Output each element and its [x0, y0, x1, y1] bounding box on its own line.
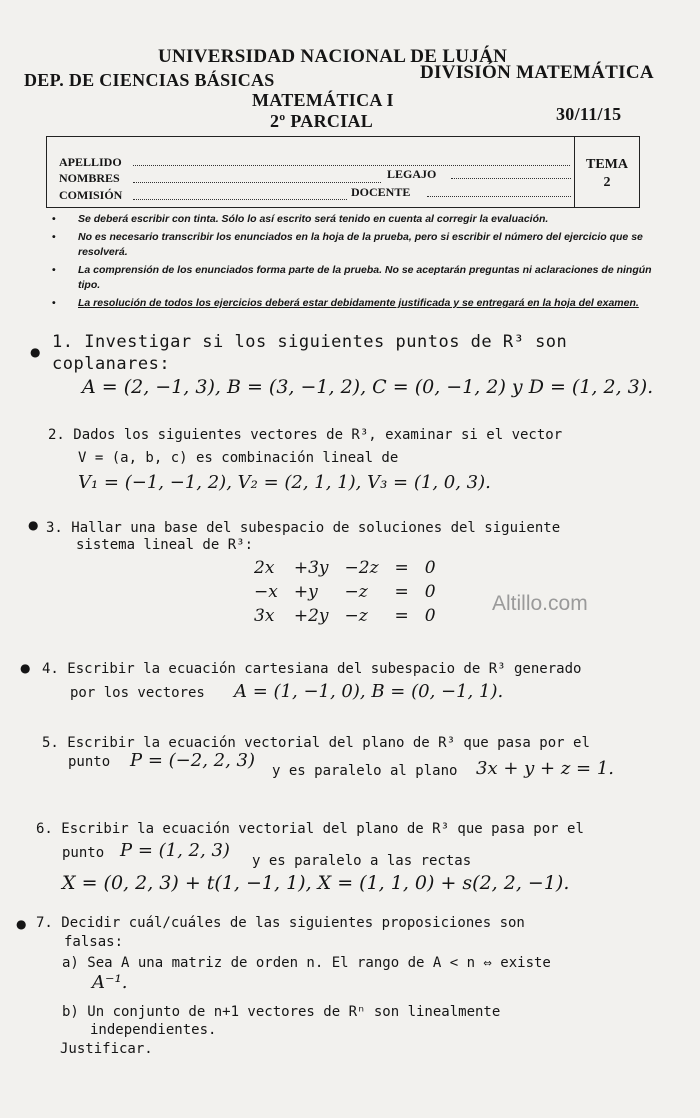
instruction-item: • Se deberá escribir con tinta. Sólo lo así escrito será tenido en cuenta al corregir la evaluación.: [50, 212, 675, 227]
margin-dot: ●: [30, 345, 41, 359]
system-row: 3x +2y −z = 0: [254, 606, 436, 626]
question-6-lines: X = (0, 2, 3) + t(1, −1, 1), X = (1, 1, 0) + s(2, 2, −1).: [62, 872, 570, 894]
instruction-item: • La resolución de todos los ejercicios deberá estar debidamente justificada y se entregará en la hoja del examen.: [50, 296, 675, 311]
system-row: 2x +3y −2z = 0: [254, 558, 436, 578]
question-5-text: 5. Escribir la ecuación vectorial del plano de R³ que pasa por el: [42, 735, 590, 751]
question-7-part-b: b) Un conjunto de n+1 vectores de Rⁿ son linealmente: [62, 1004, 501, 1020]
question-7-part-a: a) Sea A una matriz de orden n. El rango de A < n ⇔ existe: [62, 955, 551, 971]
tema-label: TEMA: [586, 157, 628, 172]
tema-value: 2: [603, 175, 611, 190]
legajo-field[interactable]: [451, 178, 571, 179]
comision-field[interactable]: [133, 199, 347, 200]
exam-date: 30/11/15: [556, 104, 622, 124]
question-2-vectors: V₁ = (−1, −1, 2), V₂ = (2, 1, 1), V₃ = (1, 0, 3).: [78, 472, 491, 493]
question-7-justify: Justificar.: [60, 1041, 153, 1057]
department-label: DEP. DE CIENCIAS BÁSICAS: [24, 70, 275, 90]
question-3-text-2: sistema lineal de R³:: [76, 537, 254, 553]
system-row: −x +y −z = 0: [254, 582, 436, 602]
division-label: DIVISIÓN MATEMÁTICA: [420, 62, 654, 83]
question-4-vectors: A = (1, −1, 0), B = (0, −1, 1).: [234, 681, 504, 702]
nombres-label: NOMBRES: [59, 171, 120, 185]
student-info-box: [46, 136, 640, 208]
question-7-text: 7. Decidir cuál/cuáles de las siguientes proposiciones son: [36, 915, 525, 931]
question-7-part-b-2: independientes.: [90, 1022, 217, 1038]
legajo-label: LEGAJO: [387, 167, 437, 181]
question-2-text: 2. Dados los siguientes vectores de R³, examinar si el vector: [48, 427, 563, 443]
question-6-text-3: y es paralelo a las rectas: [252, 853, 472, 869]
university-title: UNIVERSIDAD NACIONAL DE LUJÁN: [158, 46, 508, 67]
margin-dot: ●: [20, 661, 31, 675]
box-divider: [574, 137, 575, 207]
question-5-text-2: punto: [68, 754, 111, 770]
question-5-plane: 3x + y + z = 1.: [476, 758, 615, 779]
question-7-text-2: falsas:: [64, 934, 124, 950]
comision-label: COMISIÓN: [59, 188, 123, 202]
margin-dot: ●: [28, 518, 39, 532]
instruction-item: • No es necesario transcribir los enunciados en la hoja de la prueba, pero si escribir el número del ejercicio que se resolverá.: [50, 230, 675, 260]
subject-title: MATEMÁTICA I: [252, 90, 394, 110]
question-5-point: P = (−2, 2, 3): [130, 750, 256, 771]
nombres-field[interactable]: [133, 182, 381, 183]
question-6-text: 6. Escribir la ecuación vectorial del plano de R³ que pasa por el: [36, 821, 584, 837]
question-5-text-3: y es paralelo al plano: [272, 763, 458, 779]
question-6-point: P = (1, 2, 3): [120, 840, 230, 861]
apellido-label: APELLIDO: [59, 155, 122, 169]
docente-field[interactable]: [427, 196, 571, 197]
question-1-text: 1. Investigar si los siguientes puntos de R³ son coplanares:: [52, 332, 568, 374]
question-6-text-2: punto: [62, 845, 105, 861]
margin-dot: ●: [16, 917, 27, 931]
question-4-text-2: por los vectores: [70, 685, 205, 701]
exam-title: 2º PARCIAL: [270, 111, 374, 131]
question-1-points: A = (2, −1, 3), B = (3, −1, 2), C = (0, −1, 2) y D = (1, 2, 3).: [82, 376, 654, 398]
instructions-list: [50, 212, 675, 314]
apellido-field[interactable]: [133, 165, 570, 166]
docente-label: DOCENTE: [351, 185, 411, 199]
instruction-item: • La comprensión de los enunciados forma parte de la prueba. No se aceptarán preguntas ni aclaraciones de ningún tipo.: [50, 263, 675, 293]
watermark: Altillo.com: [492, 592, 588, 615]
question-7-part-a-2: A⁻¹.: [92, 972, 128, 993]
linear-system: [246, 556, 444, 628]
question-3-text: 3. Hallar una base del subespacio de soluciones del siguiente: [46, 520, 561, 536]
question-4-text: 4. Escribir la ecuación cartesiana del subespacio de R³ generado: [42, 661, 582, 677]
question-2-text-2: V = (a, b, c) es combinación lineal de: [78, 450, 399, 466]
